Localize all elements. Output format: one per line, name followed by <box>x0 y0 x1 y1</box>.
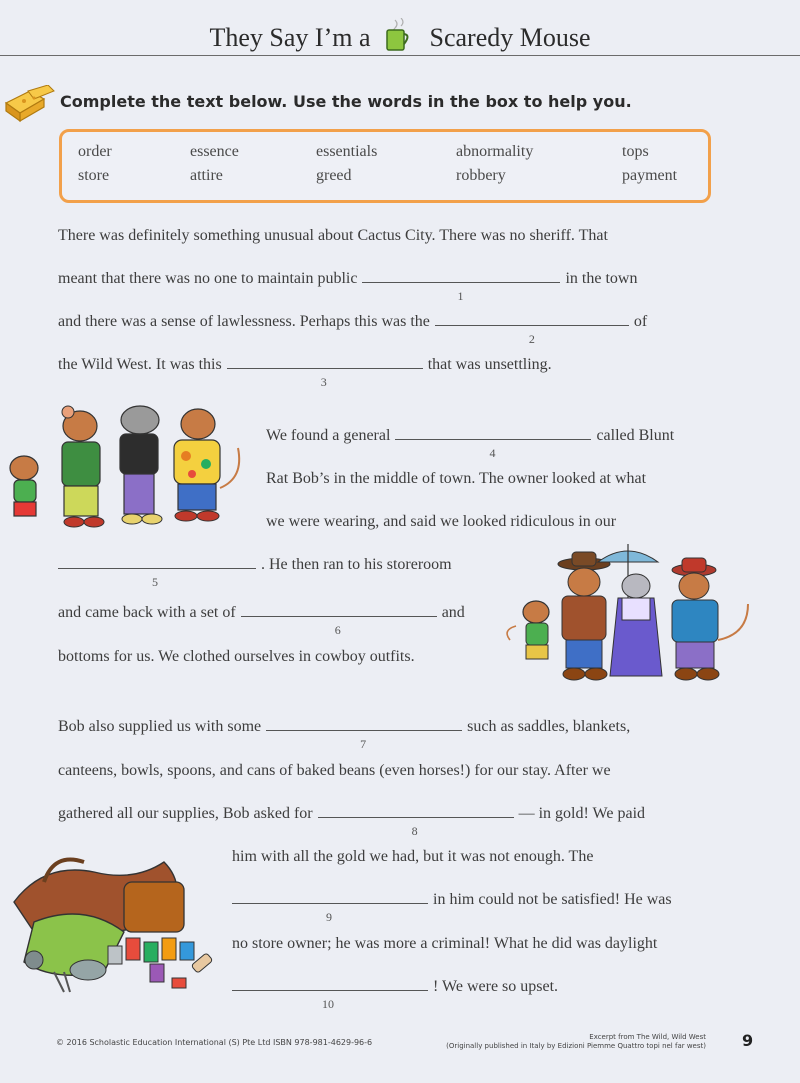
passage-line: we were wearing, and said we looked ridiculous in our <box>266 513 617 530</box>
word-attire: attire <box>190 167 223 184</box>
passage-text: — in gold! We paid <box>518 805 646 822</box>
passage-line <box>58 313 648 346</box>
blank-number: 5 <box>152 575 158 589</box>
blank-7[interactable] <box>266 729 462 751</box>
passage-text: and <box>441 604 465 621</box>
blank-number: 10 <box>322 997 334 1011</box>
passage-line: Rat Bob’s in the middle of town. The owner looked at what <box>266 470 647 487</box>
passage-line: canteens, bowls, spoons, and cans of baked beans (even horses!) for our stay. After we <box>58 762 611 779</box>
header-rule <box>0 55 800 56</box>
blank-3[interactable] <box>227 367 423 389</box>
passage-text: Bob also supplied us with some <box>58 718 262 735</box>
word-store: store <box>78 167 110 184</box>
blank-number: 9 <box>326 910 332 924</box>
passage-text: . He then ran to his storeroom <box>261 556 452 573</box>
excerpt-line-1: Excerpt from The Wild, Wild West <box>589 1033 706 1041</box>
cowboy-mice-illustration <box>500 540 756 686</box>
blank-number: 4 <box>489 446 496 460</box>
passage-line: There was definitely something unusual about Cactus City. There was no sheriff. That <box>58 227 608 244</box>
supplies-illustration <box>4 842 218 1002</box>
blank-5[interactable] <box>58 567 256 589</box>
passage-line: him with all the gold we had, but it was not enough. The <box>232 848 594 865</box>
word-tops: tops <box>622 143 649 160</box>
passage-text: and there was a sense of lawlessness. Perhaps this was the <box>58 313 430 330</box>
blank-1[interactable] <box>362 281 560 303</box>
word-robbery: robbery <box>456 167 506 184</box>
passage-text: in the town <box>565 270 638 287</box>
passage-line <box>227 978 559 1011</box>
blank-10[interactable] <box>232 989 428 1011</box>
passage-line <box>58 270 638 303</box>
cheese-icon <box>4 85 56 127</box>
passage-text: that was unsettling. <box>427 356 552 373</box>
word-essence: essence <box>190 143 239 160</box>
passage-text: called Blunt <box>596 427 675 444</box>
passage-text: and came back with a set of <box>58 604 236 621</box>
passage-text: We found a general <box>266 427 391 444</box>
blank-number: 2 <box>528 332 535 346</box>
blank-number: 7 <box>360 737 367 751</box>
passage-line: bottoms for us. We clothed ourselves in cowboy outfits. <box>58 648 415 665</box>
word-essentials: essentials <box>316 143 378 160</box>
passage-line <box>266 427 675 460</box>
excerpt-credit <box>440 1033 706 1051</box>
passage-line <box>58 805 646 838</box>
blank-4[interactable] <box>395 438 591 460</box>
copyright-text: © 2016 Scholastic Education International (S) Pte Ltd ISBN 978-981-4629-96-6 <box>56 1038 373 1047</box>
passage-line <box>227 891 672 924</box>
blank-number: 3 <box>320 375 327 389</box>
passage-line: no store owner; he was more a criminal! What he did was daylight <box>232 935 658 952</box>
title-part-2: Scaredy Mouse <box>429 23 591 52</box>
title-part-1: They Say I’m a <box>209 23 371 52</box>
word-greed: greed <box>316 167 352 184</box>
passage-text: in him could not be satisfied! He was <box>433 891 672 908</box>
mug-icon <box>383 18 413 52</box>
passage-text: of <box>633 313 648 330</box>
blank-number: 8 <box>411 824 418 838</box>
mice-group-illustration <box>2 398 246 530</box>
blank-2[interactable] <box>435 324 629 346</box>
word-order: order <box>78 143 112 160</box>
passage-text: gathered all our supplies, Bob asked for <box>58 805 313 822</box>
passage-text: meant that there was no one to maintain public <box>58 270 358 287</box>
page-title <box>0 18 800 53</box>
blank-number: 1 <box>457 289 464 303</box>
excerpt-line-2: (Originally published in Italy by Edizioni Piemme Quattro topi nel far west) <box>446 1042 706 1050</box>
page-number: 9 <box>742 1031 754 1050</box>
instruction-text: Complete the text below. Use the words in the box to help you. <box>60 92 632 111</box>
passage-line <box>53 556 452 589</box>
passage-text: such as saddles, blankets, <box>467 718 631 735</box>
blank-9[interactable] <box>232 902 428 924</box>
passage-text: the Wild West. It was this <box>58 356 222 373</box>
passage-line <box>58 356 552 389</box>
word-box <box>59 129 711 203</box>
passage-line <box>58 718 631 751</box>
passage-line <box>58 604 465 637</box>
blank-number: 6 <box>334 623 341 637</box>
word-abnormality: abnormality <box>456 143 534 160</box>
blank-8[interactable] <box>318 816 514 838</box>
word-payment: payment <box>622 167 678 184</box>
blank-6[interactable] <box>241 615 437 637</box>
passage-text: ! We were so upset. <box>433 978 559 995</box>
